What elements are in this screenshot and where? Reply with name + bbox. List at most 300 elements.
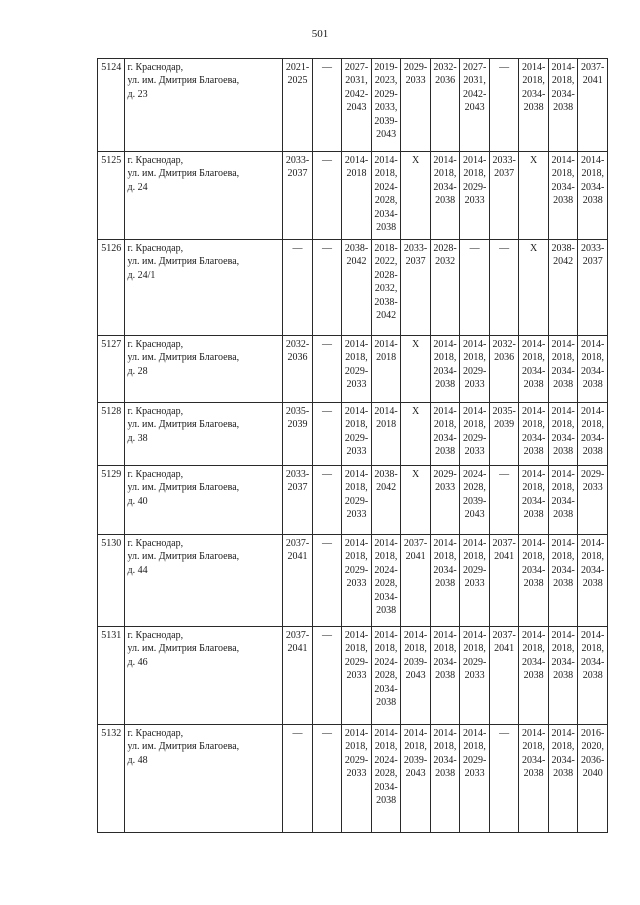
period-cell: [578, 59, 608, 152]
period-line: 2037: [287, 482, 308, 494]
period-line: 2032: [435, 256, 456, 268]
period-line: 2029-: [403, 62, 428, 73]
address-line: д. 40: [127, 495, 148, 507]
period-line: 2018,: [522, 352, 545, 364]
period-cell: [430, 403, 460, 466]
period-line: 2042: [376, 482, 397, 494]
period-line: 2038: [435, 768, 456, 780]
period-cell: [430, 535, 460, 627]
row-number-cell: 5124: [98, 59, 125, 152]
period-line: 2014-: [462, 728, 487, 739]
period-line: 2014-: [581, 630, 605, 641]
period-line: 2032-: [433, 62, 457, 73]
period-cell: [371, 403, 401, 466]
period-line: 2018,: [551, 352, 575, 364]
period-line: 2029-: [374, 88, 398, 100]
period-line: 2038: [376, 795, 397, 807]
period-line: 2014-: [374, 339, 398, 350]
period-cell: [519, 152, 549, 240]
period-line: 2014-: [374, 406, 398, 417]
period-line: 2028-: [374, 269, 398, 281]
period-line: 2031,: [463, 75, 486, 87]
period-cell: [312, 403, 342, 466]
period-line: 2029-: [344, 754, 369, 766]
period-line: 2018,: [581, 419, 604, 431]
period-cell: [283, 240, 313, 336]
period-cell: [283, 725, 313, 833]
page-number: 501: [311, 28, 329, 40]
period-line: 2014-: [344, 469, 369, 480]
period-line: 2018,: [522, 419, 545, 431]
period-cell: [401, 152, 431, 240]
period-line: —: [499, 728, 510, 739]
period-line: 2014-: [433, 630, 457, 641]
period-line: —: [322, 406, 333, 417]
period-cell: [401, 59, 431, 152]
period-cell: [401, 336, 431, 403]
period-line: 2014-: [403, 728, 428, 739]
period-line: 2018,: [463, 168, 486, 180]
period-cell: [430, 59, 460, 152]
period-line: 2028,: [374, 670, 398, 682]
period-cell: [489, 240, 519, 336]
period-line: 2038: [523, 102, 544, 114]
period-cell: [312, 336, 342, 403]
period-line: 2035-: [285, 406, 310, 417]
address-line: ул. им. Дмитрия Благоева,: [127, 551, 240, 563]
period-line: 2014-: [581, 406, 605, 417]
table-row: [98, 240, 608, 336]
row-number-cell: 5128: [98, 403, 125, 466]
period-cell: [430, 152, 460, 240]
period-cell: [460, 240, 490, 336]
period-line: 2014-: [403, 630, 428, 641]
period-line: 2037: [582, 256, 603, 268]
period-cell: [519, 466, 549, 535]
period-line: 2042: [376, 310, 397, 322]
period-line: 2029-: [462, 432, 487, 444]
period-cell: [283, 535, 313, 627]
period-cell: [519, 535, 549, 627]
period-line: 2042-: [462, 88, 487, 100]
period-line: 2034-: [551, 495, 575, 507]
address-line: д. 24: [127, 181, 148, 193]
address-line: г. Краснодар,: [127, 406, 184, 417]
period-cell: [371, 336, 401, 403]
period-cell: [283, 152, 313, 240]
period-cell: [401, 240, 431, 336]
address-cell: [125, 535, 283, 627]
period-line: 2018,: [374, 643, 398, 655]
period-line: 2033: [435, 482, 456, 494]
period-line: 2018,: [404, 741, 427, 753]
period-cell: [519, 725, 549, 833]
row-number-cell: 5130: [98, 535, 125, 627]
period-cell: [578, 336, 608, 403]
period-cell: [489, 152, 519, 240]
period-line: X: [530, 155, 538, 166]
period-line: 2038: [523, 578, 544, 590]
period-line: 2018,: [404, 643, 427, 655]
period-line: 2021-: [285, 62, 310, 73]
period-line: 2038: [376, 697, 397, 709]
period-cell: [519, 336, 549, 403]
period-line: 2034-: [521, 564, 546, 576]
period-line: 2034-: [374, 683, 398, 695]
period-line: 2014-: [344, 728, 369, 739]
period-cell: [548, 403, 578, 466]
period-cell: [401, 535, 431, 627]
period-line: 2032-: [285, 339, 310, 350]
period-line: 2018,: [581, 643, 604, 655]
period-cell: [312, 240, 342, 336]
period-line: 2038: [523, 768, 544, 780]
period-line: —: [322, 62, 333, 73]
period-line: 2038-: [374, 296, 398, 308]
period-cell: [578, 627, 608, 725]
period-line: 2033: [464, 768, 485, 780]
period-cell: [312, 725, 342, 833]
period-line: 2034-: [521, 495, 546, 507]
period-line: 2018: [346, 168, 367, 180]
period-line: 2014-: [581, 155, 605, 166]
period-cell: [548, 336, 578, 403]
period-line: 2034-: [374, 208, 398, 220]
period-line: 2018,: [433, 168, 457, 180]
address-cell: [125, 466, 283, 535]
period-line: 2014-: [551, 538, 575, 549]
period-line: 2018: [376, 352, 397, 364]
period-line: 2034-: [433, 656, 457, 668]
period-line: 2018,: [345, 741, 368, 753]
address-line: г. Краснодар,: [127, 339, 184, 350]
period-line: 2018,: [374, 741, 398, 753]
period-cell: [283, 336, 313, 403]
period-line: 2019-: [374, 62, 398, 73]
period-line: 2041: [287, 643, 308, 655]
period-line: 2018,: [581, 352, 604, 364]
period-line: 2022,: [374, 256, 398, 268]
address-cell: [125, 627, 283, 725]
period-line: 2027-: [462, 62, 487, 73]
period-cell: [401, 403, 431, 466]
period-line: —: [469, 243, 480, 254]
table-row: [98, 535, 608, 627]
period-line: 2039-: [374, 115, 398, 127]
period-line: 2018,: [463, 643, 486, 655]
address-line: г. Краснодар,: [127, 243, 184, 254]
period-line: 2018,: [551, 75, 575, 87]
period-line: —: [292, 728, 303, 739]
period-line: 2038: [435, 379, 456, 391]
period-line: 2028,: [374, 578, 398, 590]
period-line: 2038-: [551, 243, 575, 254]
period-line: 2033: [346, 768, 367, 780]
period-line: 2042: [553, 256, 574, 268]
address-line: ул. им. Дмитрия Благоева,: [127, 256, 240, 268]
address-line: д. 48: [127, 754, 148, 766]
period-cell: [401, 466, 431, 535]
address-line: г. Краснодар,: [127, 155, 184, 166]
period-cell: [460, 59, 490, 152]
period-line: 2014-: [344, 155, 369, 166]
period-cell: [312, 627, 342, 725]
period-line: 2014-: [521, 406, 546, 417]
period-cell: [312, 59, 342, 152]
period-line: 2014-: [581, 538, 605, 549]
period-line: 2039-: [403, 754, 428, 766]
table-row: [98, 466, 608, 535]
period-line: 2034-: [433, 754, 457, 766]
period-line: 2042-: [344, 88, 369, 100]
period-line: 2018,: [433, 419, 457, 431]
period-line: 2043: [405, 768, 426, 780]
address-line: г. Краснодар,: [127, 630, 184, 641]
period-cell: [283, 627, 313, 725]
period-line: 2034-: [551, 564, 575, 576]
period-line: 2018,: [522, 75, 545, 87]
period-cell: [489, 403, 519, 466]
table-row: [98, 627, 608, 725]
period-line: 2033,: [374, 102, 398, 114]
period-line: 2033: [346, 446, 367, 458]
period-line: 2038: [582, 195, 603, 207]
period-line: 2014-: [521, 728, 546, 739]
period-line: 2038: [553, 578, 574, 590]
period-line: 2014-: [551, 406, 575, 417]
period-line: 2038: [435, 446, 456, 458]
period-cell: [371, 240, 401, 336]
period-line: 2018,: [551, 168, 575, 180]
period-line: 2024-: [374, 656, 398, 668]
period-cell: [342, 535, 372, 627]
period-line: 2038: [553, 102, 574, 114]
address-line: г. Краснодар,: [127, 538, 184, 549]
period-line: 2027-: [344, 62, 369, 73]
period-line: 2029-: [344, 564, 369, 576]
period-cell: [489, 535, 519, 627]
period-line: 2024-: [462, 469, 487, 480]
period-cell: [401, 725, 431, 833]
period-line: 2038: [435, 670, 456, 682]
period-line: 2018,: [374, 168, 398, 180]
address-cell: [125, 725, 283, 833]
period-line: 2018,: [345, 419, 368, 431]
period-cell: [342, 240, 372, 336]
period-line: 2018,: [522, 551, 545, 563]
period-cell: [430, 336, 460, 403]
period-line: 2014-: [433, 155, 457, 166]
period-cell: [283, 403, 313, 466]
period-line: 2028,: [374, 195, 398, 207]
period-line: 2038: [553, 379, 574, 391]
period-line: 2038: [523, 379, 544, 391]
row-number-cell: 5126: [98, 240, 125, 336]
address-line: ул. им. Дмитрия Благоева,: [127, 419, 240, 431]
period-line: 2018,: [433, 741, 457, 753]
period-line: 2038-: [374, 469, 398, 480]
period-line: 2034-: [551, 181, 575, 193]
period-line: 2043: [405, 670, 426, 682]
period-line: —: [322, 728, 333, 739]
period-line: 2014-: [551, 469, 575, 480]
period-line: X: [530, 243, 538, 254]
period-line: 2036-: [581, 754, 605, 766]
period-line: 2014-: [551, 155, 575, 166]
period-line: 2033: [346, 509, 367, 521]
address-line: г. Краснодар,: [127, 469, 184, 480]
address-line: ул. им. Дмитрия Благоева,: [127, 643, 240, 655]
period-line: 2033: [464, 379, 485, 391]
period-line: 2038-: [344, 243, 369, 254]
period-line: 2033: [346, 578, 367, 590]
period-line: 2037: [494, 168, 515, 180]
period-line: 2014-: [433, 538, 457, 549]
period-cell: [312, 535, 342, 627]
period-line: 2038: [582, 379, 603, 391]
period-cell: [460, 152, 490, 240]
period-cell: [283, 466, 313, 535]
period-line: X: [411, 469, 420, 480]
period-cell: [578, 403, 608, 466]
period-line: 2037-: [492, 630, 516, 641]
period-line: 2037-: [285, 538, 310, 549]
row-number-cell: 5127: [98, 336, 125, 403]
period-line: 2040: [582, 768, 603, 780]
period-line: 2034-: [433, 365, 457, 377]
address-line: г. Краснодар,: [127, 728, 184, 739]
period-line: 2025: [287, 75, 308, 87]
period-line: 2018,: [374, 551, 398, 563]
period-cell: [548, 59, 578, 152]
period-cell: [460, 725, 490, 833]
period-line: 2033: [346, 670, 367, 682]
period-line: 2014-: [344, 406, 369, 417]
period-line: 2018,: [433, 643, 457, 655]
address-cell: [125, 152, 283, 240]
period-line: 2037: [287, 168, 308, 180]
period-cell: [519, 627, 549, 725]
period-line: —: [499, 469, 510, 480]
period-line: 2029-: [344, 495, 369, 507]
period-line: 2029-: [344, 365, 369, 377]
period-line: 2034-: [521, 754, 546, 766]
period-cell: [519, 403, 549, 466]
row-number-cell: 5125: [98, 152, 125, 240]
period-line: 2014-: [521, 339, 546, 350]
period-line: 2014-: [462, 406, 487, 417]
period-line: 2038: [523, 509, 544, 521]
period-cell: [489, 627, 519, 725]
address-cell: [125, 59, 283, 152]
period-line: 2037-: [581, 62, 605, 73]
period-line: 2018: [376, 419, 397, 431]
period-line: 2014-: [521, 469, 546, 480]
period-line: 2038: [435, 195, 456, 207]
period-line: 2029-: [344, 432, 369, 444]
period-line: 2041: [287, 551, 308, 563]
period-line: 2033: [464, 578, 485, 590]
period-line: 2034-: [551, 656, 575, 668]
period-cell: [578, 725, 608, 833]
period-line: —: [322, 243, 333, 254]
table-row: [98, 403, 608, 466]
period-line: 2018,: [463, 551, 486, 563]
period-line: 2031,: [345, 75, 368, 87]
period-cell: [489, 59, 519, 152]
period-line: 2033: [405, 75, 426, 87]
period-line: 2033: [582, 482, 603, 494]
period-line: 2038: [553, 768, 574, 780]
period-line: 2014-: [551, 728, 575, 739]
period-line: 2033: [464, 195, 485, 207]
period-line: X: [411, 406, 420, 417]
period-cell: [342, 152, 372, 240]
period-line: 2020,: [581, 741, 604, 753]
period-cell: [460, 336, 490, 403]
period-line: 2034-: [374, 591, 398, 603]
period-line: 2034-: [521, 432, 546, 444]
period-cell: [548, 240, 578, 336]
period-line: 2038: [523, 670, 544, 682]
period-cell: [401, 627, 431, 725]
period-line: 2014-: [433, 339, 457, 350]
period-line: 2014-: [462, 155, 487, 166]
address-line: д. 24/1: [127, 269, 156, 281]
period-line: 2033-: [492, 155, 516, 166]
period-line: 2029-: [581, 469, 605, 480]
period-cell: [460, 627, 490, 725]
period-line: 2014-: [374, 155, 398, 166]
period-line: 2038: [435, 578, 456, 590]
period-line: 2034-: [433, 564, 457, 576]
period-cell: [342, 725, 372, 833]
period-line: 2038: [553, 509, 574, 521]
period-line: 2029-: [462, 564, 487, 576]
period-line: 2024-: [374, 754, 398, 766]
period-line: —: [322, 339, 333, 350]
address-line: д. 46: [127, 656, 148, 668]
period-line: 2014-: [374, 538, 398, 549]
period-cell: [578, 152, 608, 240]
period-cell: [430, 240, 460, 336]
period-line: 2018,: [345, 482, 368, 494]
row-number-cell: 5132: [98, 725, 125, 833]
period-line: 2036: [287, 352, 308, 364]
period-line: 2018,: [345, 352, 368, 364]
period-line: 2029-: [344, 656, 369, 668]
period-line: 2014-: [521, 538, 546, 549]
period-cell: [460, 466, 490, 535]
period-cell: [371, 152, 401, 240]
period-line: 2014-: [344, 630, 369, 641]
period-line: 2038: [376, 605, 397, 617]
period-line: 2033-: [581, 243, 605, 254]
address-cell: [125, 240, 283, 336]
period-cell: [460, 535, 490, 627]
period-cell: [342, 336, 372, 403]
period-line: 2033-: [403, 243, 428, 254]
period-line: 2041: [582, 75, 603, 87]
period-line: 2039-: [403, 656, 428, 668]
period-cell: [342, 466, 372, 535]
period-line: 2038: [553, 446, 574, 458]
period-cell: [578, 535, 608, 627]
period-line: 2034-: [374, 781, 398, 793]
table-row: [98, 59, 608, 152]
period-cell: [489, 725, 519, 833]
period-line: 2033: [346, 379, 367, 391]
